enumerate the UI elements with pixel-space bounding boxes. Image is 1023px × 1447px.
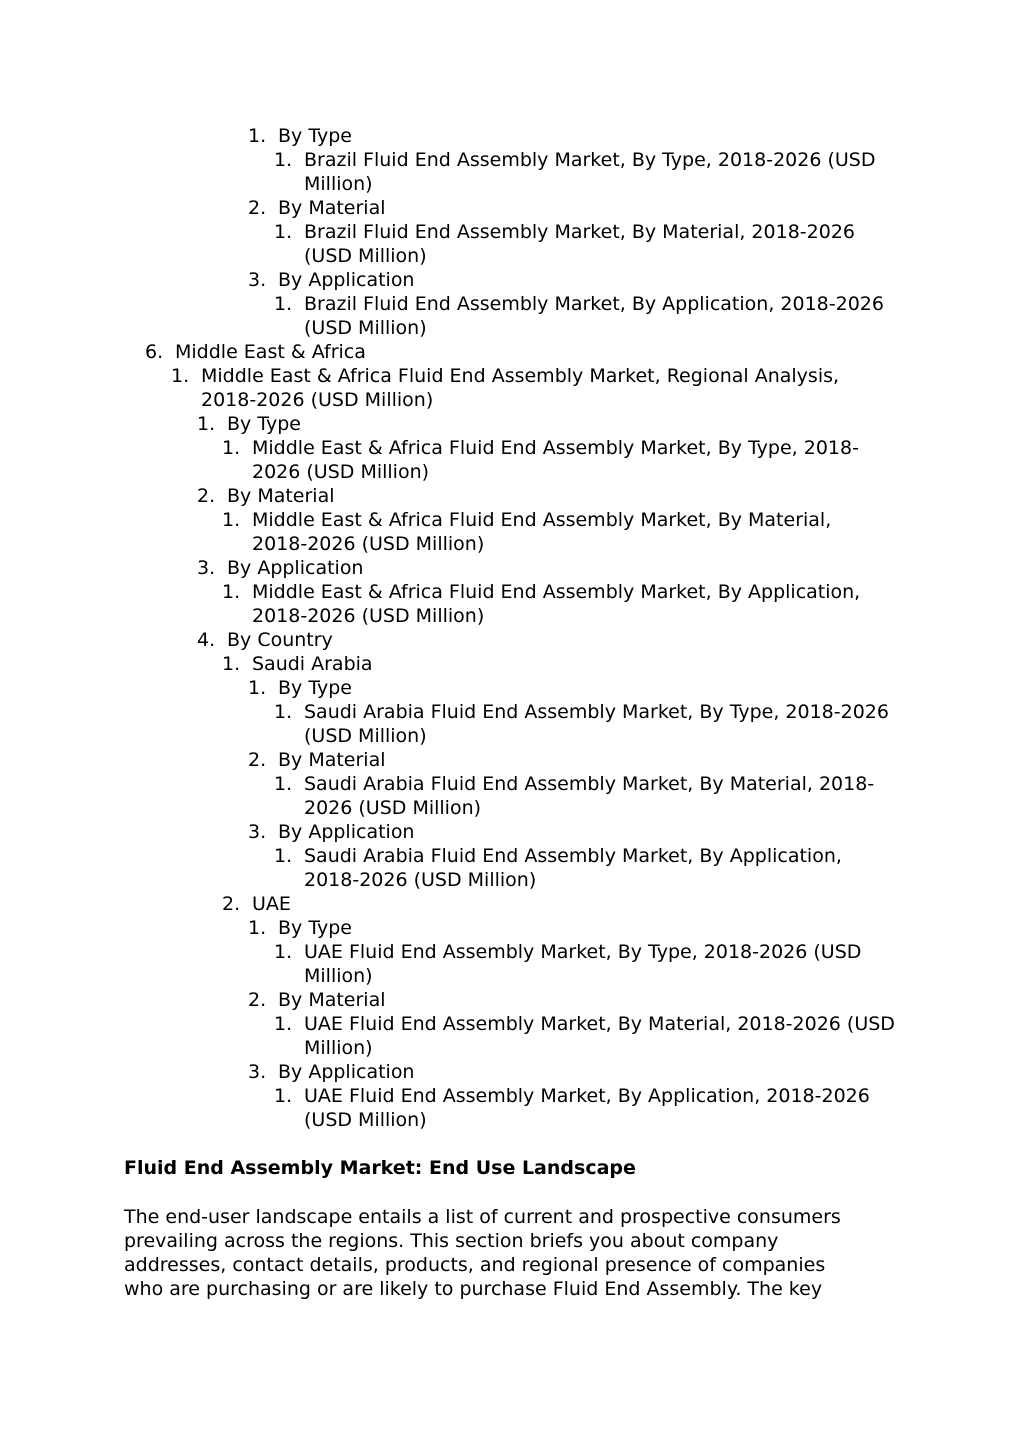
outline-item-label: By Material: [227, 485, 335, 507]
table-of-contents-list: [0, 124, 1023, 1132]
outline-item: [274, 292, 1023, 340]
outline-item-number: 2.: [248, 989, 267, 1011]
outline-item-label: By Application: [227, 557, 364, 579]
outline-item-number: 1.: [248, 677, 267, 699]
outline-item-number: 3.: [248, 1061, 267, 1083]
outline-item-label: By Material: [278, 749, 386, 771]
outline-item-number: 4.: [197, 629, 216, 651]
outline-item: [248, 268, 1023, 292]
outline-item-number: 2.: [197, 485, 216, 507]
outline-item-number: 1.: [274, 149, 293, 171]
outline-item-number: 2.: [248, 197, 267, 219]
outline-item-label: By Country: [227, 629, 333, 651]
outline-item-number: 1.: [274, 845, 293, 867]
outline-item-number: 1.: [274, 773, 293, 795]
outline-item: [171, 364, 1023, 412]
outline-item-label: UAE: [252, 893, 291, 915]
outline-item-label: Brazil Fluid End Assembly Market, By Application, 2018-2026 (USD Million): [304, 293, 884, 339]
outline-item-label: UAE Fluid End Assembly Market, By Type, 2018-2026 (USD Million): [304, 941, 862, 987]
section-heading: Fluid End Assembly Market: End Use Landscape: [124, 1157, 636, 1179]
outline-item-number: 1.: [274, 221, 293, 243]
outline-item-number: 1.: [274, 1013, 293, 1035]
outline-item-number: 2.: [222, 893, 241, 915]
outline-item: [222, 436, 1023, 484]
outline-item-label: Middle East & Africa Fluid End Assembly Market, Regional Analysis, 2018-2026 (USD Million): [201, 365, 840, 411]
outline-item-label: UAE Fluid End Assembly Market, By Application, 2018-2026 (USD Million): [304, 1085, 870, 1131]
outline-item-label: By Type: [278, 917, 352, 939]
outline-item: [197, 412, 1023, 436]
outline-item: [222, 892, 1023, 916]
paragraph-line: prevailing across the regions. This section briefs you about company: [124, 1230, 779, 1252]
paragraph-line: who are purchasing or are likely to purchase Fluid End Assembly. The key: [124, 1278, 823, 1300]
outline-item-number: 3.: [248, 821, 267, 843]
outline-item-label: By Material: [278, 197, 386, 219]
outline-item: [274, 772, 1023, 820]
outline-item: [197, 484, 1023, 508]
outline-item-number: 1.: [274, 941, 293, 963]
outline-item-label: Saudi Arabia Fluid End Assembly Market, By Material, 2018-2026 (USD Million): [304, 773, 875, 819]
outline-item-label: Middle East & Africa Fluid End Assembly Market, By Material, 2018-2026 (USD Million): [252, 509, 832, 555]
outline-item-number: 1.: [197, 413, 216, 435]
outline-item: [274, 148, 1023, 196]
outline-item-label: By Type: [278, 677, 352, 699]
outline-item-number: 1.: [222, 437, 241, 459]
outline-item-label: Brazil Fluid End Assembly Market, By Type, 2018-2026 (USD Million): [304, 149, 876, 195]
outline-item-label: Brazil Fluid End Assembly Market, By Material, 2018-2026 (USD Million): [304, 221, 855, 267]
outline-item: [274, 700, 1023, 748]
outline-item: [145, 340, 1023, 364]
outline-item: [274, 1012, 1023, 1060]
outline-item-label: By Application: [278, 1061, 415, 1083]
outline-item-number: 3.: [248, 269, 267, 291]
outline-item: [274, 220, 1023, 268]
outline-item: [248, 748, 1023, 772]
outline-item: [248, 1060, 1023, 1084]
outline-item: [248, 820, 1023, 844]
outline-item: [222, 580, 1023, 628]
outline-item-number: 1.: [222, 509, 241, 531]
outline-item: [248, 916, 1023, 940]
paragraph-line: addresses, contact details, products, and regional presence of companies: [124, 1254, 826, 1276]
outline-item: [248, 988, 1023, 1012]
section-paragraph: [124, 1205, 894, 1301]
outline-item: [274, 1084, 1023, 1132]
outline-item-label: By Type: [278, 125, 352, 147]
outline-item-label: Saudi Arabia Fluid End Assembly Market, By Application, 2018-2026 (USD Million): [304, 845, 842, 891]
outline-item-number: 2.: [248, 749, 267, 771]
outline-item-label: By Type: [227, 413, 301, 435]
outline-item-label: By Application: [278, 269, 415, 291]
outline-item-number: 1.: [274, 1085, 293, 1107]
outline-item-number: 1.: [222, 653, 241, 675]
outline-item-label: By Application: [278, 821, 415, 843]
outline-item-number: 1.: [171, 365, 190, 387]
paragraph-line: The end-user landscape entails a list of current and prospective consumers: [124, 1206, 841, 1228]
outline-item-label: Middle East & Africa: [175, 341, 366, 363]
outline-item: [248, 124, 1023, 148]
outline-item: [274, 940, 1023, 988]
outline-item: [248, 676, 1023, 700]
outline-item-label: Middle East & Africa Fluid End Assembly Market, By Type, 2018-2026 (USD Million): [252, 437, 859, 483]
outline-item-number: 1.: [274, 701, 293, 723]
outline-item-number: 1.: [248, 125, 267, 147]
outline-item-number: 1.: [248, 917, 267, 939]
outline-item-number: 3.: [197, 557, 216, 579]
outline-item-number: 1.: [274, 293, 293, 315]
outline-item-number: 1.: [222, 581, 241, 603]
outline-item: [248, 196, 1023, 220]
outline-item-label: Saudi Arabia: [252, 653, 373, 675]
outline-item: [197, 628, 1023, 652]
outline-item: [222, 652, 1023, 676]
outline-item-label: Middle East & Africa Fluid End Assembly Market, By Application, 2018-2026 (USD Million): [252, 581, 861, 627]
outline-item: [222, 508, 1023, 556]
outline-item-label: UAE Fluid End Assembly Market, By Material, 2018-2026 (USD Million): [304, 1013, 895, 1059]
outline-item-label: Saudi Arabia Fluid End Assembly Market, By Type, 2018-2026 (USD Million): [304, 701, 889, 747]
outline-item: [274, 844, 1023, 892]
outline-item-label: By Material: [278, 989, 386, 1011]
outline-item: [197, 556, 1023, 580]
outline-item-number: 6.: [145, 341, 164, 363]
